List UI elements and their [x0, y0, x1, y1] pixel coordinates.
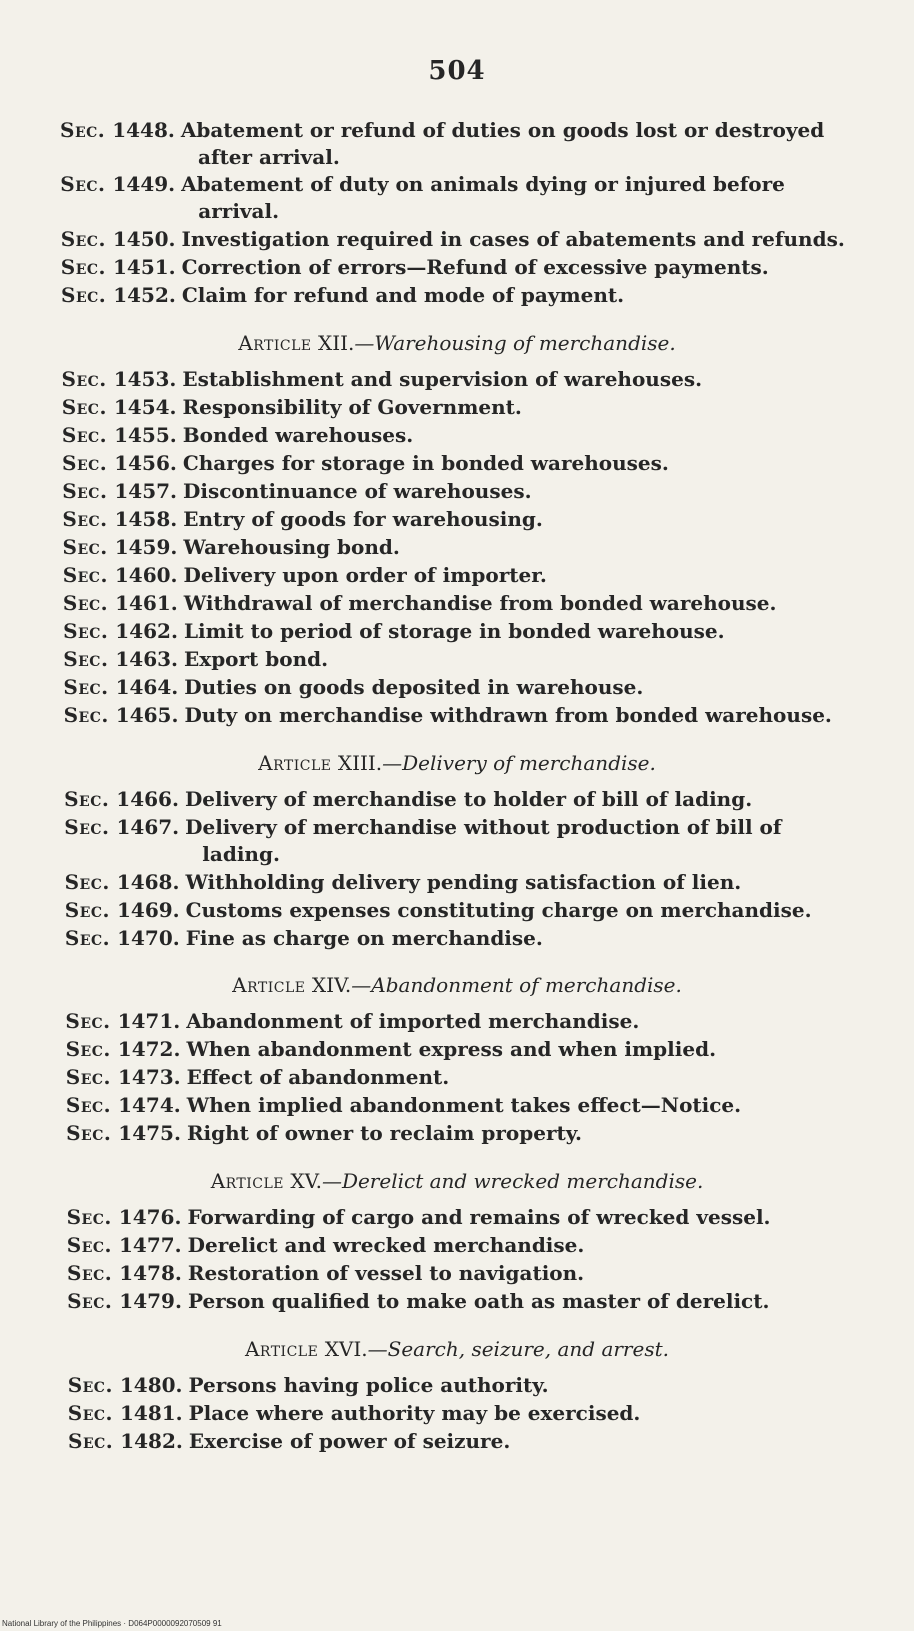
section-label: Sec. [64, 815, 110, 839]
article-title: —Derelict and wrecked merchandise. [321, 1169, 704, 1193]
section-entry [61, 282, 624, 309]
section-label: Sec. [62, 591, 109, 615]
section-title: Effect of abandonment. [186, 1065, 450, 1089]
section-title: Delivery upon order of importer. [183, 563, 547, 587]
section-entry [63, 674, 643, 701]
section-number: 1450. [112, 227, 176, 251]
article-number: XII. [317, 331, 355, 355]
section-label: Sec. [67, 1261, 113, 1285]
section-label: Sec. [66, 1233, 113, 1257]
section-title: Responsibility of Government. [182, 395, 522, 419]
section-label: Sec. [62, 507, 108, 531]
section-title: Withholding delivery pending satisfaction of lien. [185, 870, 742, 894]
section-title: Export bond. [184, 647, 329, 671]
section-number: 1480. [119, 1373, 183, 1397]
section-entry [63, 590, 777, 617]
section-label: Sec. [64, 787, 110, 811]
section-label: Sec. [67, 1289, 113, 1313]
section-label: Sec. [60, 227, 106, 251]
section-number: 1479. [119, 1289, 182, 1313]
section-number: 1478. [119, 1261, 182, 1285]
section-title: Entry of goods for warehousing. [183, 507, 543, 531]
section-entry [64, 786, 752, 813]
section-label: Sec. [65, 1065, 112, 1089]
section-number: 1462. [115, 619, 178, 643]
section-entry [66, 1092, 741, 1119]
section-label: Sec. [65, 1009, 111, 1033]
article-heading [0, 330, 914, 357]
section-number: 1472. [117, 1037, 181, 1061]
section-entry [68, 1428, 510, 1455]
section-label: Sec. [64, 870, 110, 894]
section-title: Charges for storage in bonded warehouses. [182, 451, 669, 475]
section-number: 1473. [118, 1065, 181, 1089]
section-title: Place where authority may be exercised. [188, 1401, 641, 1425]
section-label: Sec. [65, 1037, 111, 1061]
section-entry [67, 1232, 585, 1259]
article-title: —Delivery of merchandise. [382, 751, 656, 775]
section-title: Investigation required in cases of abatements and refunds. [181, 227, 845, 251]
section-title: Limit to period of storage in bonded warehouse. [183, 619, 725, 643]
section-entry [62, 394, 522, 421]
section-entry [66, 1064, 449, 1091]
section-label: Sec. [65, 1093, 112, 1117]
section-number: 1459. [114, 535, 178, 559]
section-title: Abatement or refund of duties on goods lost or destroyed [180, 118, 825, 142]
section-title: Establishment and supervision of warehouses. [182, 367, 703, 391]
section-number: 1475. [118, 1121, 181, 1145]
section-entry [65, 1008, 639, 1035]
section-label: Sec. [63, 703, 109, 727]
article-title: —Abandonment of merchandise. [351, 973, 682, 997]
section-title: Forwarding of cargo and remains of wrecked vessel. [187, 1205, 771, 1229]
section-number: 1469. [117, 898, 180, 922]
section-label: Sec. [66, 1205, 112, 1229]
article-title: —Warehousing of merchandise. [354, 331, 676, 355]
section-title: Derelict and wrecked merchandise. [187, 1233, 585, 1257]
section-number: 1457. [114, 479, 178, 503]
section-entry [67, 1288, 769, 1315]
section-title: Abandonment of imported merchandise. [186, 1009, 640, 1033]
section-label: Sec. [62, 535, 108, 559]
section-title: Duties on goods deposited in warehouse. [184, 675, 644, 699]
section-label: Sec. [64, 926, 111, 950]
article-keyword: Article [232, 973, 306, 997]
section-label: Sec. [67, 1401, 114, 1425]
section-number: 1474. [118, 1093, 181, 1117]
section-title: Duty on merchandise withdrawn from bonded warehouse. [184, 703, 832, 727]
page-number: 504 [428, 56, 486, 86]
section-label: Sec. [64, 898, 111, 922]
section-entry [68, 1400, 641, 1427]
section-number: 1455. [114, 423, 177, 447]
article-heading [0, 750, 914, 777]
footer-credit: National Library of the Philippines · D064P0000092070509 91 [2, 1619, 222, 1628]
section-title: Discontinuance of warehouses. [183, 479, 532, 503]
section-number: 1452. [113, 283, 176, 307]
section-number: 1466. [116, 787, 179, 811]
section-number: 1470. [117, 926, 180, 950]
section-label: Sec. [68, 1429, 114, 1453]
section-label: Sec. [63, 619, 109, 643]
section-number: 1465. [115, 703, 179, 727]
section-label: Sec. [67, 1373, 113, 1397]
section-title: When implied abandonment takes effect—Notice. [186, 1093, 742, 1117]
section-entry [65, 897, 812, 924]
section-title: Delivery of merchandise to holder of bill of lading. [184, 787, 753, 811]
section-label: Sec. [62, 451, 108, 475]
section-entry [62, 506, 542, 533]
section-number: 1453. [113, 367, 177, 391]
article-title: —Search, seizure, and arrest. [367, 1337, 669, 1361]
section-entry [64, 702, 832, 729]
section-title: Right of owner to reclaim property. [186, 1121, 583, 1145]
section-title: Claim for refund and mode of payment. [181, 283, 625, 307]
section-label: Sec. [60, 118, 106, 142]
article-keyword: Article [244, 1337, 319, 1361]
section-label: Sec. [63, 647, 109, 671]
section-entry [60, 117, 824, 171]
section-entry [63, 534, 400, 561]
section-entry [67, 1260, 584, 1287]
article-heading [0, 1336, 914, 1363]
article-number: XV. [290, 1169, 322, 1193]
section-title: Delivery of merchandise without production of bill of [185, 815, 782, 839]
section-title: Bonded warehouses. [182, 423, 414, 447]
section-title: Restoration of vessel to navigation. [187, 1261, 585, 1285]
section-number: 1449. [112, 172, 176, 196]
section-number: 1461. [115, 591, 178, 615]
section-entry [65, 869, 742, 896]
section-number: 1467. [116, 815, 180, 839]
article-heading [0, 1168, 914, 1195]
section-number: 1481. [120, 1401, 183, 1425]
section-title: Persons having police authority. [188, 1373, 549, 1397]
section-title: When abandonment express and when implied. [186, 1037, 717, 1061]
section-title: Person qualified to make oath as master of derelict. [187, 1289, 770, 1313]
section-title: Customs expenses constituting charge on merchandise. [185, 898, 812, 922]
section-entry [66, 1120, 582, 1147]
article-number: XVI. [324, 1337, 368, 1361]
section-title: Correction of errors—Refund of excessive payments. [181, 255, 769, 279]
section-label: Sec. [62, 563, 108, 587]
section-entry [62, 450, 669, 477]
section-entry [63, 562, 547, 589]
section-label: Sec. [61, 283, 107, 307]
article-heading [0, 972, 914, 999]
section-number: 1476. [118, 1205, 182, 1229]
section-number: 1463. [115, 647, 179, 671]
section-title-continuation: arrival. [198, 199, 280, 223]
section-title: Warehousing bond. [183, 535, 400, 559]
section-number: 1458. [114, 507, 178, 531]
section-entry [62, 478, 531, 505]
section-number: 1468. [116, 870, 180, 894]
article-keyword: Article [258, 751, 332, 775]
section-title: Fine as charge on merchandise. [185, 926, 543, 950]
article-keyword: Article [210, 1169, 285, 1193]
section-entry [62, 366, 703, 393]
article-number: XIII. [337, 751, 383, 775]
section-entry [64, 814, 781, 868]
section-number: 1456. [114, 451, 177, 475]
section-label: Sec. [62, 479, 108, 503]
section-label: Sec. [60, 255, 107, 279]
section-label: Sec. [60, 172, 106, 196]
section-entry [67, 1204, 771, 1231]
section-entry [60, 171, 785, 225]
section-entry [62, 422, 413, 449]
section-label: Sec. [63, 675, 109, 699]
section-entry [66, 1036, 716, 1063]
section-number: 1460. [114, 563, 178, 587]
section-label: Sec. [61, 367, 107, 391]
section-entry [61, 254, 769, 281]
section-label: Sec. [61, 395, 107, 419]
section-title: Withdrawal of merchandise from bonded warehouse. [183, 591, 777, 615]
section-entry [63, 646, 328, 673]
section-number: 1448. [112, 118, 175, 142]
section-number: 1471. [117, 1009, 181, 1033]
section-number: 1464. [115, 675, 179, 699]
section-entry [63, 618, 724, 645]
article-number: XIV. [311, 973, 352, 997]
article-keyword: Article [238, 331, 312, 355]
section-label: Sec. [61, 423, 108, 447]
section-entry [65, 925, 543, 952]
section-title-continuation: after arrival. [198, 145, 340, 169]
section-entry [68, 1372, 549, 1399]
section-number: 1482. [120, 1429, 183, 1453]
section-title: Exercise of power of seizure. [188, 1429, 511, 1453]
section-number: 1477. [119, 1233, 182, 1257]
section-number: 1454. [113, 395, 177, 419]
section-title-continuation: lading. [202, 842, 280, 866]
section-label: Sec. [66, 1121, 112, 1145]
section-title: Abatement of duty on animals dying or injured before [181, 172, 785, 196]
section-entry [61, 226, 845, 253]
section-number: 1451. [113, 255, 176, 279]
